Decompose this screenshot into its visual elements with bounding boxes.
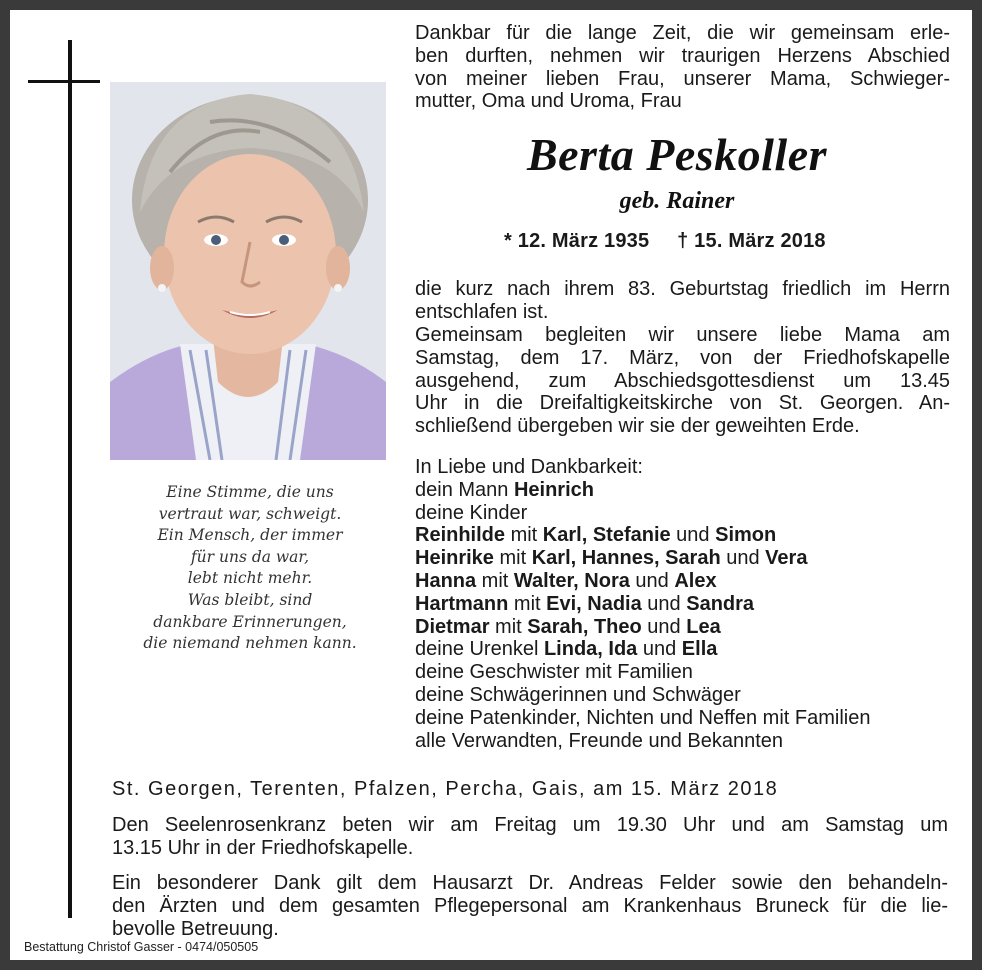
mourner-line-child: Reinhilde mit Karl, Stefanie und Simon [415, 524, 777, 547]
intro-paragraph [415, 22, 950, 113]
quote-line: Eine Stimme, die uns [166, 483, 334, 501]
mourner-line-great-grandchildren: deine Urenkel Linda, Ida und Ella [415, 638, 718, 661]
quote-line: für uns da war, [190, 547, 310, 566]
quote-line: lebt nicht mehr. [187, 569, 313, 588]
mourner-line-child: Hartmann mit Evi, Nadia und Sandra [415, 592, 755, 615]
intro-line: Dankbar für die lange Zeit, die wir gemeinsam erle- [415, 22, 950, 44]
thanks-paragraph [112, 872, 948, 940]
quote-line: Was bleibt, sind [187, 590, 313, 609]
funeral-line: schließend übergeben wir sie der geweihten Erde. [415, 415, 860, 438]
passing-line: entschlafen ist. [415, 300, 549, 323]
cross-vertical-bar [68, 40, 72, 918]
mourner-line-husband: dein Mann Heinrich [415, 478, 594, 501]
quote-line: vertraut war, schweigt. [158, 504, 342, 523]
rosary-line: 13.15 Uhr in der Friedhofskapelle. [112, 836, 414, 859]
funeral-line: ausgehend, zum Abschiedsgottesdienst um 13.45 [415, 369, 950, 392]
funeral-line: Uhr in die Dreifaltigkeitskirche von St. Georgen. An- [415, 392, 950, 415]
undertaker-contact: Bestattung Christof Gasser - 0474/050505 [24, 940, 259, 954]
rosary-line: Den Seelenrosenkranz beten wir am Freitag um 19.30 Uhr und am Samstag um [112, 814, 948, 836]
mourner-line-relatives: alle Verwandten, Freunde und Bekannten [415, 729, 784, 752]
mourner-line-in-laws: deine Schwägerinnen und Schwäger [415, 683, 741, 706]
portrait-photo [110, 82, 386, 460]
maiden-name: geb. Rainer [619, 188, 735, 214]
quote-line: Ein Mensch, der immer [157, 526, 343, 545]
birth-date: * 12. März 1935 [504, 230, 650, 252]
death-date: † 15. März 2018 [677, 230, 826, 252]
mourners-heading: In Liebe und Dankbarkeit: [415, 456, 643, 478]
mourner-line-children: deine Kinder [415, 501, 528, 524]
mourners-list [415, 456, 950, 752]
funeral-paragraph [415, 324, 950, 438]
cross-horizontal-bar [28, 80, 100, 83]
quote-line: dankbare Erinnerungen, [153, 612, 347, 631]
thanks-line: bevolle Betreuung. [112, 917, 279, 940]
intro-line: mutter, Oma und Uroma, Frau [415, 90, 682, 113]
thanks-line: Ein besonderer Dank gilt dem Hausarzt Dr. Andreas Felder sowie den behandeln- [112, 872, 948, 894]
obituary-card [10, 10, 972, 960]
mourner-line-child: Heinrike mit Karl, Hannes, Sarah und Vera [415, 547, 808, 570]
funeral-line: Gemeinsam begleiten wir unsere liebe Mama am [415, 324, 950, 346]
funeral-line: Samstag, dem 17. März, von der Friedhofskapelle [415, 346, 950, 369]
passing-line: die kurz nach ihrem 83. Geburtstag friedlich im Herrn [415, 278, 950, 300]
thanks-line: den Ärzten und dem gesamten Pflegepersonal am Krankenhaus Bruneck für die lie- [112, 894, 948, 917]
intro-line: ben durften, nehmen wir traurigen Herzens Abschied [415, 44, 950, 67]
mourner-line-siblings: deine Geschwister mit Familien [415, 661, 693, 684]
rosary-paragraph [112, 814, 948, 860]
deceased-name: Berta Peskoller [526, 129, 828, 180]
mourner-line-child: Dietmar mit Sarah, Theo und Lea [415, 615, 721, 638]
intro-line: von meiner lieben Frau, unserer Mama, Schwieger- [415, 67, 950, 90]
life-dates [504, 230, 848, 253]
mourner-line-godchildren: deine Patenkinder, Nichten und Neffen mit Familien [415, 706, 871, 729]
mourner-line-child: Hanna mit Walter, Nora und Alex [415, 569, 717, 592]
memorial-quote [120, 482, 380, 655]
place-and-date: St. Georgen, Terenten, Pfalzen, Percha, Gais, am 15. März 2018 [112, 778, 779, 800]
passing-paragraph [415, 278, 950, 324]
quote-line: die niemand nehmen kann. [143, 634, 357, 653]
